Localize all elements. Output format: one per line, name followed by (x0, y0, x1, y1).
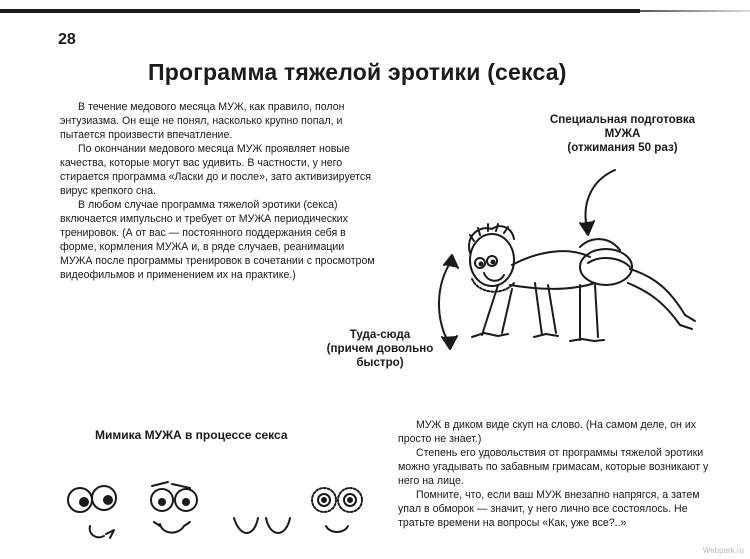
intro-text (60, 100, 378, 282)
faces-heading: Мимика МУЖА в процессе секса (95, 428, 288, 442)
watermark: Webpark.ru (702, 546, 744, 555)
face-strained-icon (151, 482, 197, 533)
face-blank-icon (234, 518, 290, 533)
face-wideeyed-icon (312, 488, 362, 532)
closing-text (398, 418, 716, 530)
closing-paragraph: Степень его удовольствия от программы тяжелой эротики можно угадывать по забавным гримасам, которые возникают у него на лице. (398, 447, 709, 487)
motion-caption: Туда-сюда (причем довольно быстро) (326, 328, 434, 369)
header-rule (0, 9, 750, 13)
page-title: Программа тяжелой эротики (секса) (148, 59, 567, 85)
page-number: 28 (58, 31, 76, 48)
faces-row (60, 478, 380, 558)
intro-paragraph: В любом случае программа тяжелой эротики (секса) включается импульсно и требует от МУЖА периодических тренировок. (А от вас — постоянного поддержания себя в форме, кормления МУЖА и, в ряде случаев, реанимации МУЖА после программы тренировок в сочетании с просмотром видеофильмов и применением их на практике.) (60, 199, 375, 281)
intro-paragraph: По окончании медового месяца МУЖ проявляет новые качества, которые могут вас удивить. В частности, у него стирается программа «Ласки до и после», зато активизируется вирус крепкого сна. (60, 143, 371, 197)
intro-paragraph: В течение медового месяца МУЖ, как правило, полон энтузиазма. Он еще не понял, насколько крупно попал, и пытается произвести впечатление. (60, 101, 345, 141)
face-glance-icon (68, 486, 116, 538)
closing-paragraph: МУЖ в диком виде скуп на слово. (На самом деле, он их просто не знает.) (398, 419, 697, 445)
closing-paragraph: Помните, что, если ваш МУЖ внезапно напрягся, а затем упал в обморок — значит, у него лично все состоялось. Не тратьте времени на вопросы «Как, уже все?..» (398, 489, 700, 529)
training-caption: Специальная подготовка МУЖА (отжимания 50 раз) (549, 113, 696, 154)
pushup-illustration (430, 165, 700, 390)
